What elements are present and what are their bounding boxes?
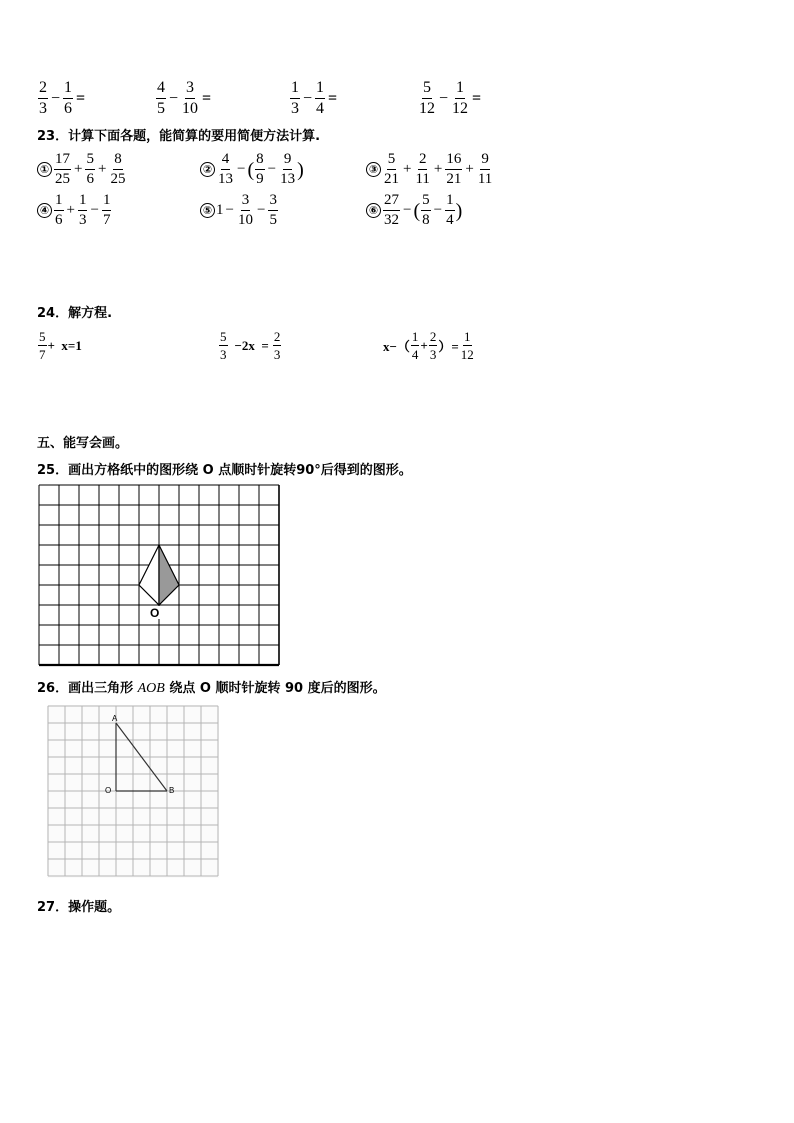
q23-problem-5: ⑤ 1 − $\frac{3}{10}$ − $\frac{3}{5}$ [200, 193, 279, 228]
fraction: $\frac{1}{3}$ [291, 79, 299, 117]
question-23-title: 23．计算下面各题，能简算的要用简便方法计算. [37, 129, 321, 144]
question-25-title: 25．画出方格纸中的图形绕 O 点顺时针旋转90°后得到的图形。 [37, 463, 412, 478]
point-o-label: O [105, 786, 112, 795]
fraction: $\frac{1}{12}$ [452, 79, 469, 117]
circle-number: ① [37, 162, 52, 177]
kite-shape [139, 545, 179, 605]
calc-item-2: $\frac{4}{5}$ − $\frac{3}{10}$ = [157, 79, 212, 117]
circle-number: ④ [37, 203, 52, 218]
fraction: $\frac{4}{5}$ [157, 79, 165, 117]
q23-problem-6: ⑥ $\frac{27}{32}$ − ( $\frac{5}{8}$ − $\frac{1}{4}$ ) [366, 193, 462, 228]
calc-item-1: $\frac{2}{3}$ − $\frac{1}{6}$ = [39, 79, 86, 117]
q23-problem-1: ① $\frac{17}{25}$ + $\frac{5}{6}$ + $\frac{8}{25}$ [37, 152, 127, 187]
circle-number: ② [200, 162, 215, 177]
question-26-title: 26．画出三角形 AOB 绕点 O 顺时针旋转 90 度后的图形。 [37, 681, 386, 696]
circle-number: ⑥ [366, 203, 381, 218]
q23-problem-2: ② $\frac{4}{13}$ − ( $\frac{8}{9}$ − $\frac{9}{13}$ ) [200, 152, 304, 187]
equation-2: $\frac{5}{3}$ −2x = $\frac{2}{3}$ [220, 329, 281, 362]
fraction: $\frac{3}{10}$ [182, 79, 199, 117]
grid-paper-q25 [37, 484, 281, 668]
question-24-title: 24．解方程. [37, 306, 113, 321]
equation-1: $\frac{5}{7}$ + x=1 [39, 329, 82, 362]
grid-paper-q26 [47, 705, 219, 878]
section-heading: 五、能写会画。 [37, 436, 129, 451]
fraction: $\frac{1}{6}$ [64, 79, 73, 117]
fraction: $\frac{5}{12}$ [419, 79, 435, 117]
point-o-label: O [150, 606, 160, 620]
equation-3: x−（ $\frac{1}{4}$ + $\frac{2}{3}$ ）= $\frac{1}{12}$ [383, 329, 474, 362]
calc-item-4: $\frac{5}{12}$ − $\frac{1}{12}$ = [419, 79, 482, 117]
fraction: $\frac{1}{4}$ [316, 79, 325, 117]
circle-number: ③ [366, 162, 381, 177]
q23-problem-3: ③ $\frac{5}{21}$ + $\frac{2}{11}$ + $\frac{16}{21}$ + $\frac{9}{11}$ [366, 152, 494, 187]
question-27-title: 27．操作题。 [37, 900, 121, 915]
fraction: $\frac{2}{3}$ [39, 79, 47, 117]
point-b-label: B [169, 786, 175, 795]
point-a-label: A [112, 714, 118, 723]
q23-problem-4: ④ $\frac{1}{6}$ + $\frac{1}{3}$ − $\frac{1}{7}$ [37, 193, 112, 228]
circle-number: ⑤ [200, 203, 215, 218]
calc-item-3: $\frac{1}{3}$ − $\frac{1}{4}$ = [291, 79, 338, 117]
